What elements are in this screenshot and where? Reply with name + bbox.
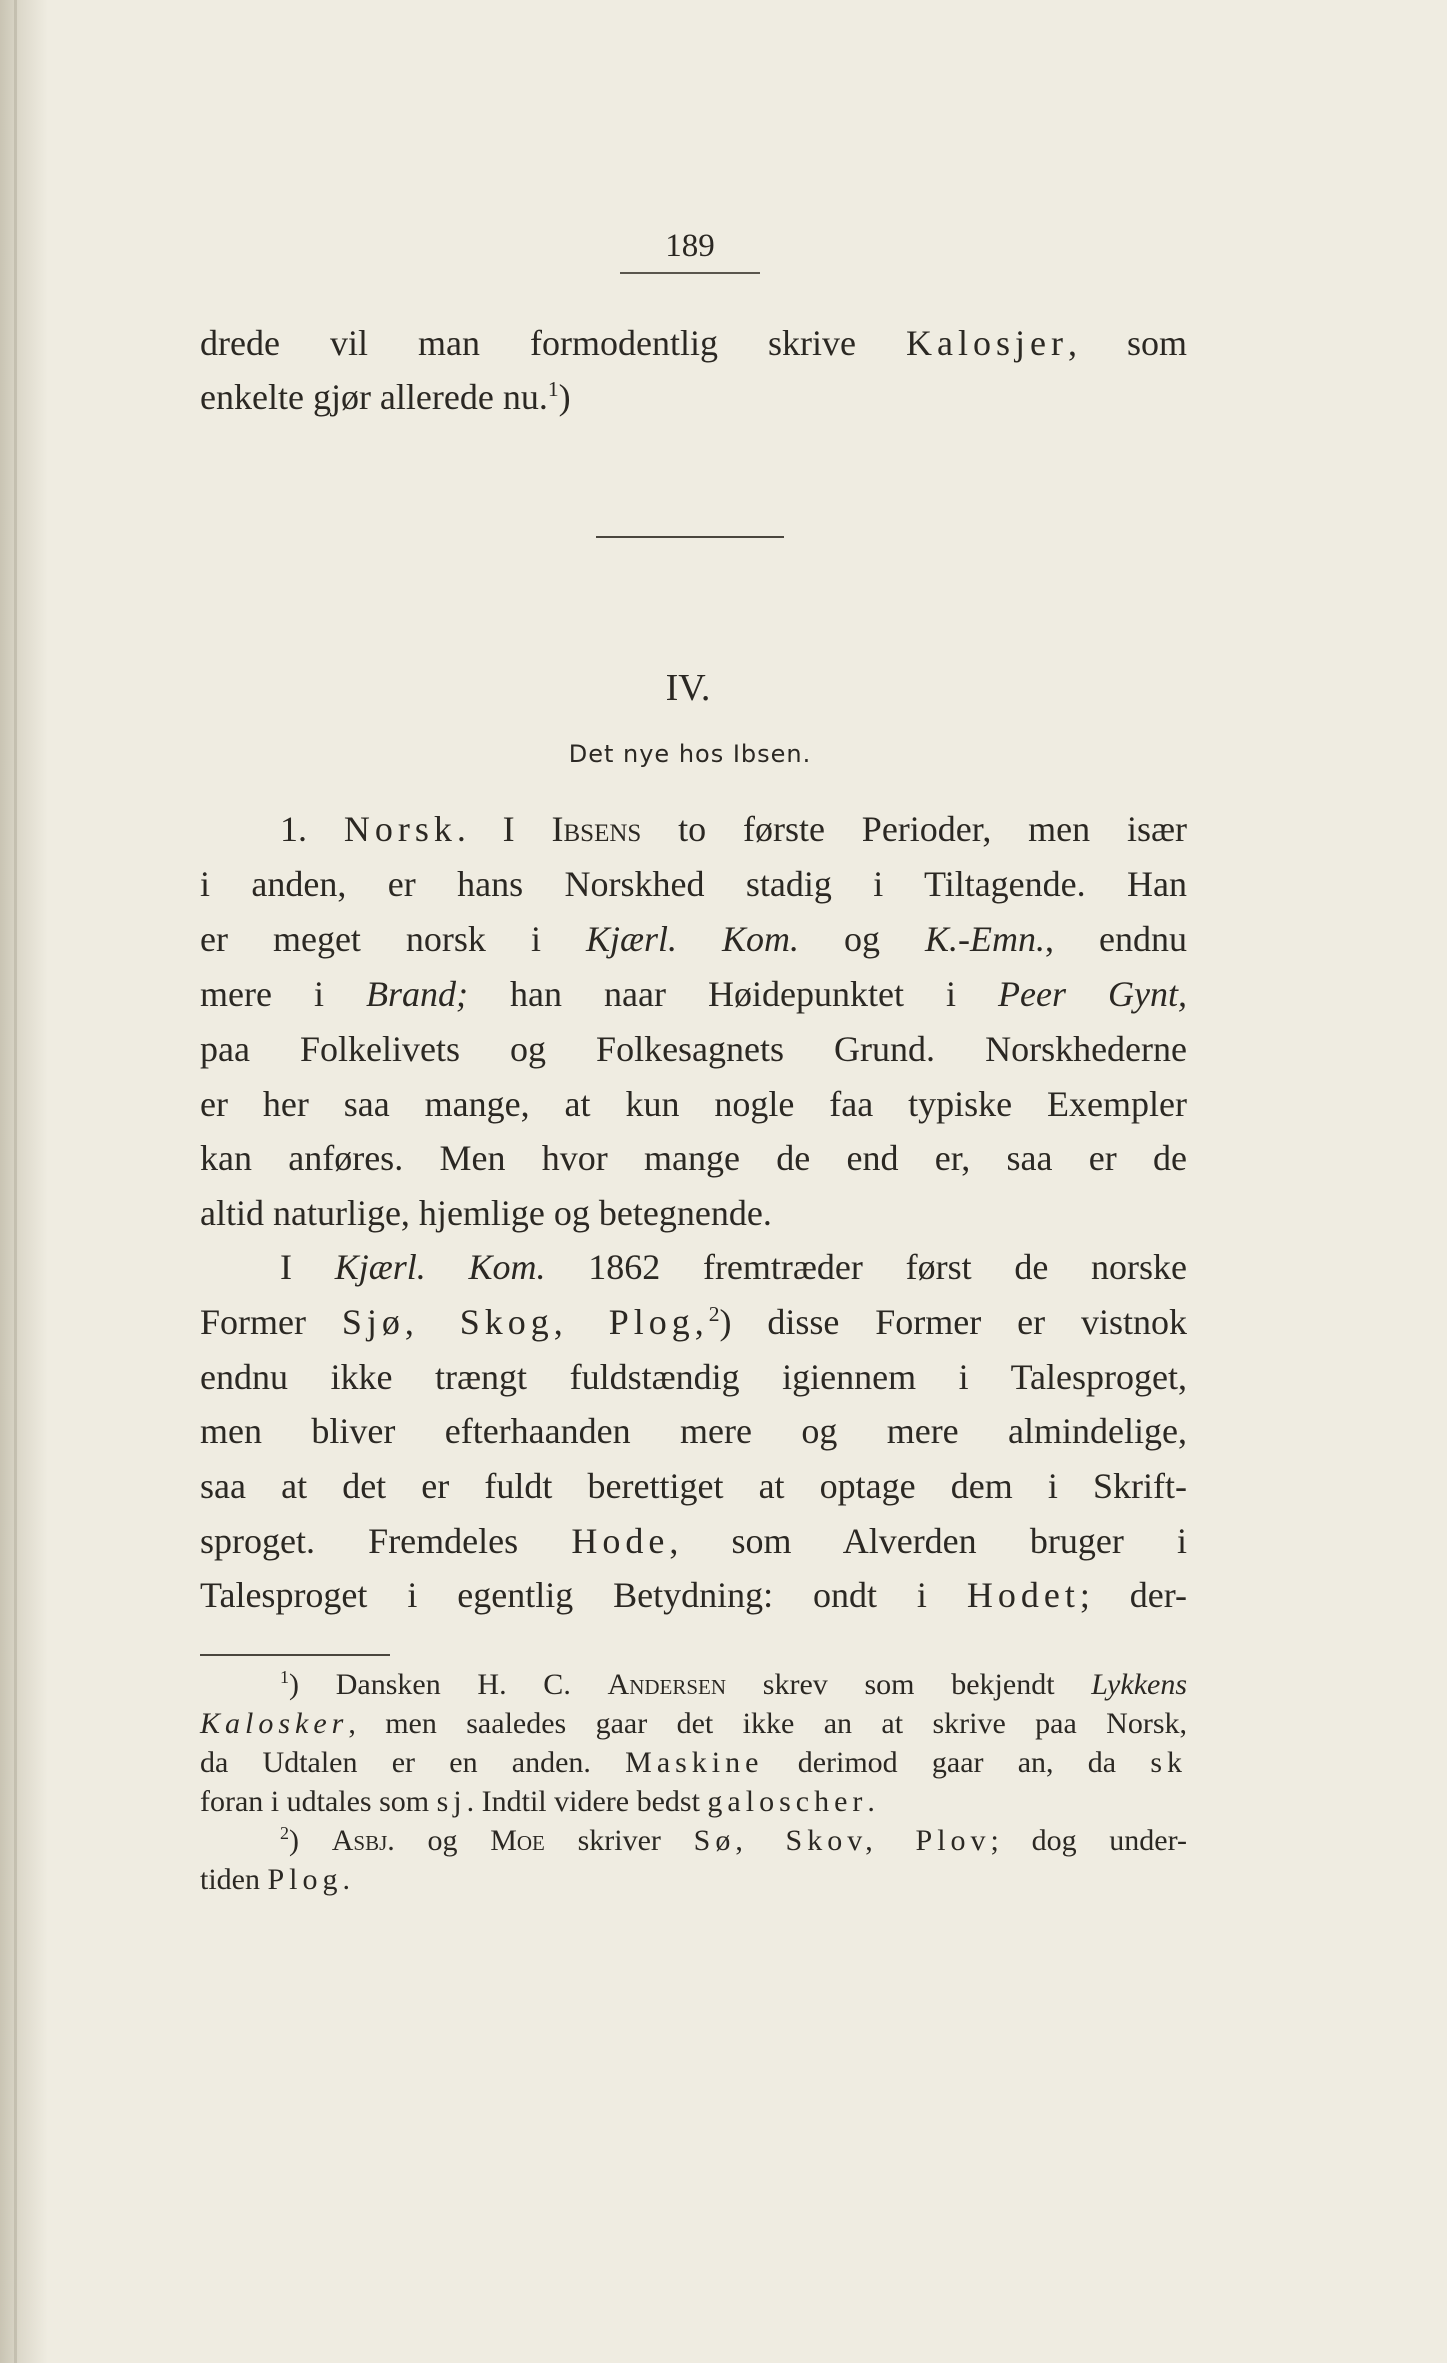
text-line: enkelte gjør allerede nu.$^1$) <box>200 377 571 417</box>
footnote-ref: 1 <box>547 377 559 401</box>
text-line: endnu ikke trængt fuldstændig igiennem i Talesproget, <box>200 1357 1187 1397</box>
section-title: Det nye hos Ibsen. <box>568 740 812 768</box>
text-line: i anden, er hans Norskhed stadig i Tiltagende. Han <box>200 864 1187 904</box>
text-line: er meget norsk i Kjærl. Kom. og K.-Emn., endnu <box>200 919 1188 959</box>
page-number-rule <box>620 272 760 274</box>
page-edge-shadow <box>0 0 48 2363</box>
footnote-mark: 1 <box>280 1667 289 1687</box>
spaced-word: Kalosjer <box>906 323 1068 363</box>
text-line: sproget. Fremdeles Hode, som Alverden bruger i <box>200 1521 1188 1561</box>
text-line: Talesproget i egentlig Betydning: ondt i Hodet; der- <box>200 1575 1187 1615</box>
footnote-rule <box>200 1654 390 1656</box>
text-line: drede vil man formodentlig skrive Kalosjer, som <box>200 323 1188 363</box>
text-line: er her saa mange, at kun nogle faa typiske Exempler <box>200 1084 1187 1124</box>
section-separator <box>596 536 784 538</box>
text-line: 1. Norsk. I Ibsens to første Perioder, men især <box>280 809 1187 849</box>
footnote-mark: 2 <box>280 1823 289 1843</box>
footnote-2-line: $^2$) Asbj. og Moe skriver Sø, Skov, Plov; dog under- <box>280 1823 1188 1857</box>
footnote-1-line: $^1$) Dansken H. C. Andersen skrev som bekjendt Lykkens <box>280 1667 1187 1701</box>
text-line: paa Folkelivets og Folkesagnets Grund. Norskhederne <box>200 1029 1187 1069</box>
footnote-1-line: foran i udtales som sj. Indtil videre bedst galoscher. <box>200 1785 875 1818</box>
text-line: I Kjærl. Kom. 1862 fremtræder først de norske <box>280 1247 1187 1287</box>
text-line: altid naturlige, hjemlige og betegnende. <box>200 1193 772 1233</box>
text-line: saa at det er fuldt berettiget at optage dem i Skrift- <box>200 1466 1187 1506</box>
text-line: Former Sjø, Skog, Plog,$^2$) disse Former er vistnok <box>200 1302 1187 1342</box>
text-line: men bliver efterhaanden mere og mere almindelige, <box>200 1411 1187 1451</box>
page-number: 189 <box>665 228 715 264</box>
binding-line <box>14 0 17 2363</box>
footnote-1-line: da Udtalen er en anden. Maskine derimod gaar an, da sk <box>200 1746 1187 1779</box>
footnote-ref: 2 <box>708 1302 720 1326</box>
footnote-2-line: tiden Plog. <box>200 1863 351 1896</box>
text-line: kan anføres. Men hvor mange de end er, saa er de <box>200 1138 1187 1178</box>
text-line: mere i Brand; han naar Høidepunktet i Peer Gynt, <box>200 974 1188 1014</box>
section-number: IV. <box>665 667 711 709</box>
footnote-1-line: Kalosker, men saaledes gaar det ikke an at skrive paa Norsk, <box>200 1707 1187 1740</box>
